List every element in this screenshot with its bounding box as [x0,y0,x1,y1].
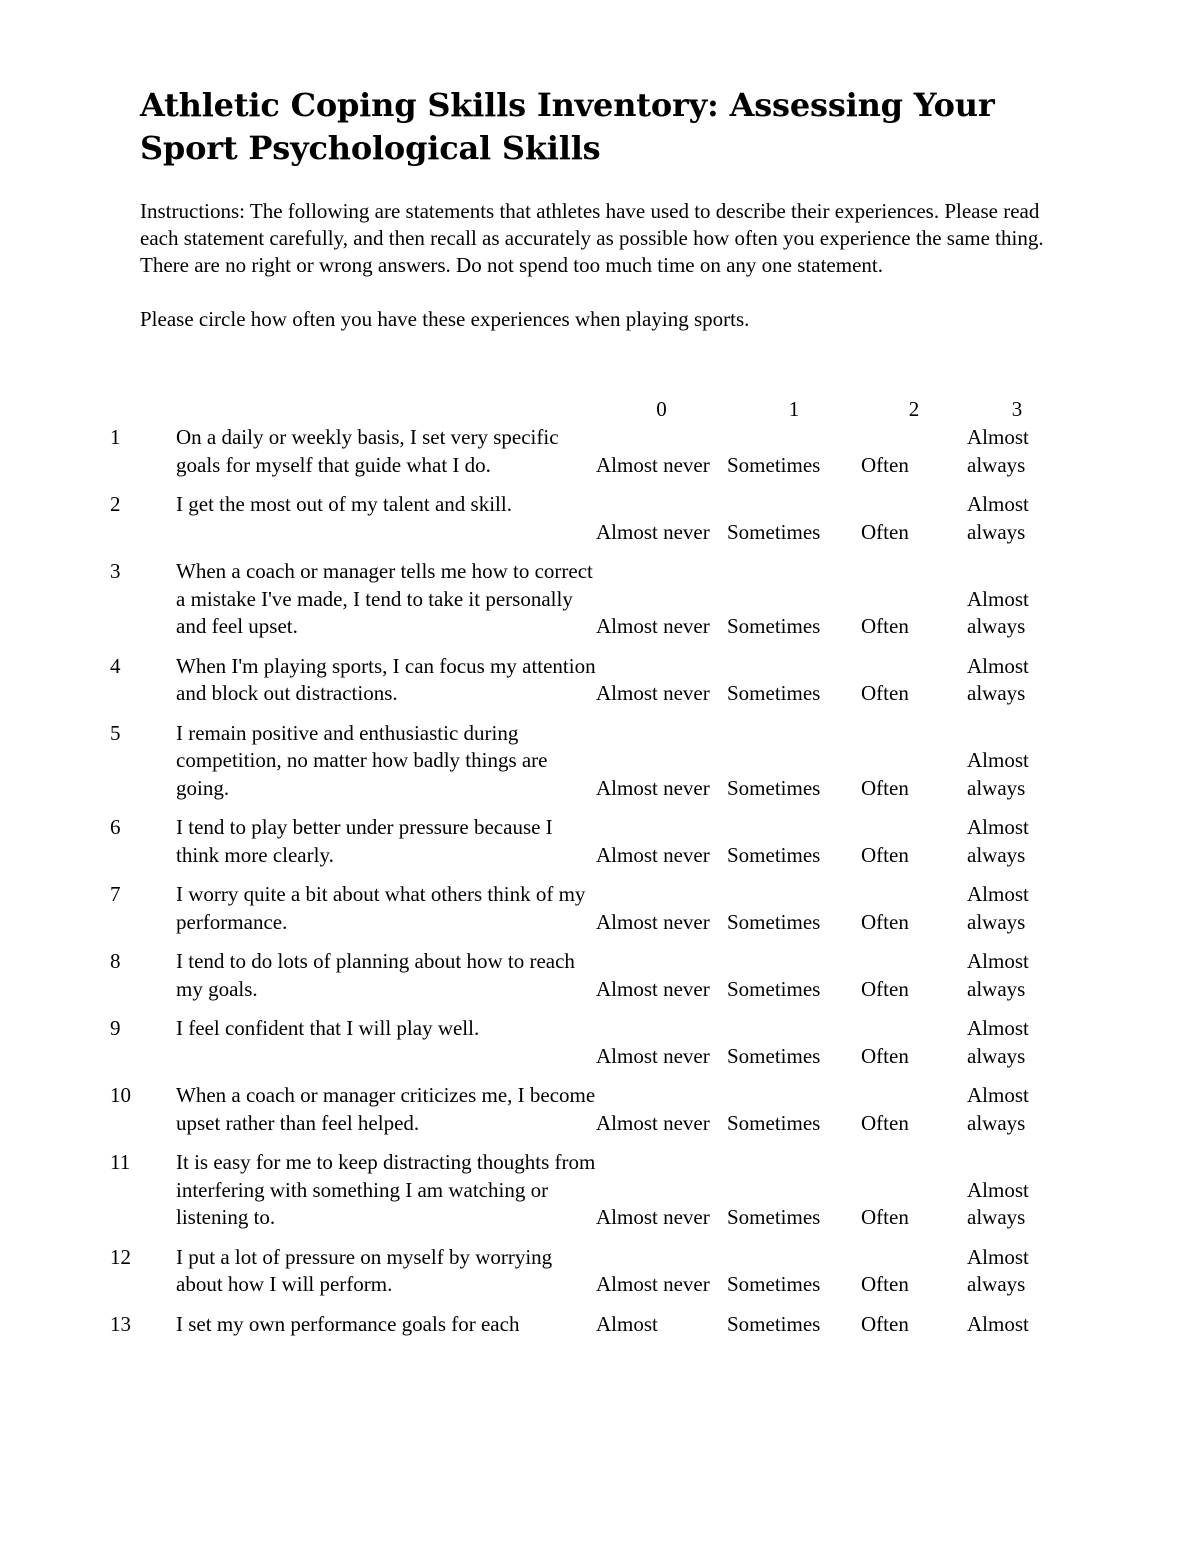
item-statement: It is easy for me to keep distracting thoughts from interfering with something I am watching or listening to. [176,1150,596,1229]
response-option-3[interactable]: Almost always [967,1177,1029,1229]
response-option-2[interactable]: Often [861,519,909,544]
scale-header-3: 3 [1011,397,1023,421]
response-option-3[interactable]: Almost always [967,1244,1029,1296]
response-option-0[interactable]: Almost never [596,976,710,1001]
scale-header-2: 2 [908,397,920,421]
item-number: 4 [110,653,121,678]
response-option-3[interactable]: Almost always [967,653,1029,705]
item-statement: When a coach or manager tells me how to correct a mistake I've made, I tend to take it personally and feel upset. [176,559,593,638]
circle-prompt: Please circle how often you have these experiences when playing sports. [140,307,750,331]
response-option-3[interactable]: Almost always [967,949,1029,1001]
response-option-3[interactable]: Almost [967,1311,1029,1336]
instructions-text: Instructions: The following are statements that athletes have used to describe their experiences. Please read each statement carefully, and then recall as accurately as possible how often you experience the same thing. There are no right or wrong answers. Do not spend too much time on any one statement. [140,199,1044,277]
items-list [110,424,1067,1350]
item-number: 13 [110,1311,131,1336]
response-option-3[interactable]: Almost always [967,586,1029,638]
item-number: 7 [110,882,121,906]
item-statement: I get the most out of my talent and skill. [176,492,512,516]
item-row [110,1244,1067,1311]
response-option-0[interactable]: Almost never [596,909,710,934]
response-option-1[interactable]: Sometimes [727,976,821,1001]
response-option-1[interactable]: Sometimes [727,452,821,477]
response-option-2[interactable]: Often [861,976,909,1001]
item-number: 6 [110,815,121,839]
response-option-2[interactable]: Often [861,681,909,705]
document-title: Athletic Coping Skills Inventory: Assessing Your Sport Psychological Skills [140,86,995,167]
document-page [140,84,1060,333]
response-option-1[interactable]: Sometimes [727,614,821,638]
item-number: 3 [110,559,121,583]
response-option-0[interactable]: Almost never [596,1043,710,1068]
item-statement: I tend to play better under pressure because I think more clearly. [176,815,553,867]
item-row [110,1082,1067,1149]
item-row [110,1311,1067,1351]
item-number: 9 [110,1016,121,1040]
item-statement: I set my own performance goals for each [176,1311,520,1336]
item-statement: When I'm playing sports, I can focus my attention and block out distractions. [176,653,596,705]
response-option-1[interactable]: Sometimes [727,519,821,544]
item-statement: I put a lot of pressure on myself by worrying about how I will perform. [176,1244,553,1296]
response-option-1[interactable]: Sometimes [727,1110,821,1135]
item-statement: I feel confident that I will play well. [176,1016,480,1040]
item-number: 12 [110,1244,131,1269]
response-option-0[interactable]: Almost never [596,1205,710,1229]
response-option-0[interactable]: Almost never [596,519,710,544]
item-statement: I worry quite a bit about what others think of my performance. [176,882,586,934]
response-option-1[interactable]: Sometimes [727,842,821,867]
item-number: 5 [110,720,121,745]
item-row [110,881,1067,948]
scale-header-row [110,396,1067,424]
response-option-2[interactable]: Often [861,909,909,934]
response-option-2[interactable]: Often [861,452,909,477]
response-option-2[interactable]: Often [861,1110,909,1135]
response-option-3[interactable]: Almost always [967,815,1029,867]
item-row [110,948,1067,1015]
item-row [110,720,1067,815]
response-option-0[interactable]: Almost never [596,842,710,867]
item-row [110,424,1067,491]
response-option-0[interactable]: Almost never [596,452,710,477]
item-row [110,1149,1067,1244]
response-option-0[interactable]: Almost never [596,681,710,705]
response-option-0[interactable]: Almost never [596,775,710,800]
item-statement: I tend to do lots of planning about how to reach my goals. [176,949,575,1001]
response-option-0[interactable]: Almost never [596,1110,710,1135]
response-option-1[interactable]: Sometimes [727,681,821,705]
response-option-3[interactable]: Almost always [967,882,1029,934]
response-option-3[interactable]: Almost always [967,1016,1029,1068]
item-number: 1 [110,425,121,449]
item-number: 11 [110,1150,131,1174]
response-option-1[interactable]: Sometimes [727,1043,821,1068]
response-option-2[interactable]: Often [861,614,909,638]
response-option-3[interactable]: Almost always [967,1083,1029,1135]
item-statement: On a daily or weekly basis, I set very specific goals for myself that guide what I do. [176,425,559,477]
item-row [110,814,1067,881]
item-row [110,1015,1067,1082]
response-option-2[interactable]: Often [861,1311,909,1336]
response-option-0[interactable]: Almost [596,1311,658,1336]
item-statement: I remain positive and enthusiastic during competition, no matter how badly things are going. [176,720,548,800]
response-option-1[interactable]: Sometimes [727,1311,821,1336]
response-option-2[interactable]: Often [861,842,909,867]
inventory-table [110,396,1067,1350]
scale-header-0: 0 [656,397,667,421]
item-number: 8 [110,949,121,973]
item-row [110,558,1067,653]
item-row [110,491,1067,558]
item-statement: When a coach or manager criticizes me, I become upset rather than feel helped. [176,1083,596,1135]
item-number: 2 [110,492,121,516]
response-option-2[interactable]: Often [861,1043,909,1068]
scale-header-1: 1 [788,397,800,421]
response-option-1[interactable]: Sometimes [727,909,821,934]
response-option-1[interactable]: Sometimes [727,775,821,800]
response-option-2[interactable]: Often [861,1205,909,1229]
item-number: 10 [110,1083,131,1107]
response-option-1[interactable]: Sometimes [727,1205,821,1229]
item-row [110,653,1067,720]
response-option-1[interactable]: Sometimes [727,1272,821,1296]
response-option-3[interactable]: Almost always [967,425,1029,477]
response-option-2[interactable]: Often [861,775,909,800]
response-option-3[interactable]: Almost always [967,492,1029,544]
response-option-3[interactable]: Almost always [967,748,1029,800]
response-option-2[interactable]: Often [861,1272,909,1296]
response-option-0[interactable]: Almost never [596,614,710,638]
response-option-0[interactable]: Almost never [596,1272,710,1296]
